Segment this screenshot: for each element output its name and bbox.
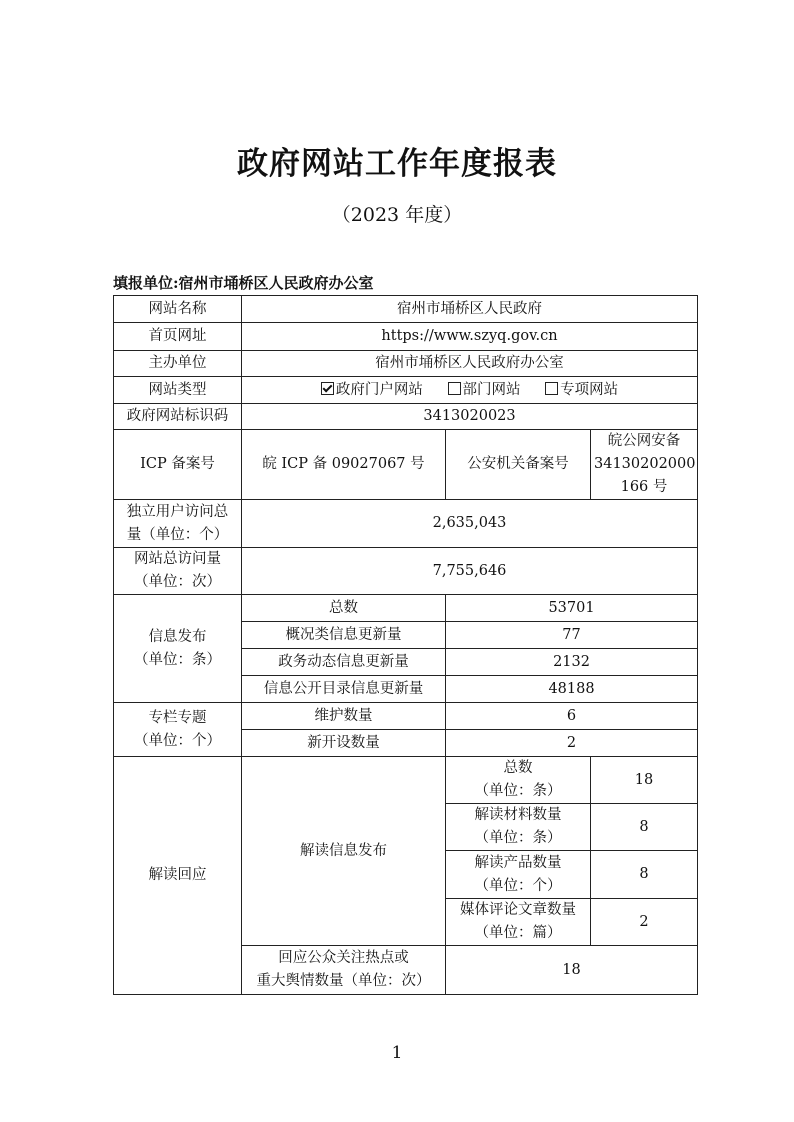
column-label-line: （单位：个） [134,732,221,749]
interp-row-value: 8 [591,851,698,899]
site-type-option-label: 政府门户网站 [335,381,423,398]
site-type-option-portal [321,379,423,402]
filing-unit: 填报单位:宿州市埇桥区人民政府办公室 [113,274,374,292]
site-name-value: 宿州市埇桥区人民政府 [242,296,698,323]
column-row-value: 2 [446,730,698,757]
info-row-value: 48188 [446,676,698,703]
uv-label-line: 量（单位：个） [126,526,229,543]
row-icp [114,430,698,500]
pv-label-line: （单位：次） [134,574,221,590]
info-label-line: 信息发布 [148,628,207,645]
info-row-label: 概况类信息更新量 [242,622,446,649]
site-type-option-special [545,379,618,402]
site-id-value: 3413020023 [242,404,698,430]
host-label: 主办单位 [114,351,242,377]
interp-row-label-line: （单位：个） [474,877,562,894]
interp-row-value: 2 [591,899,698,946]
police-value [591,430,698,500]
interp-row-label-line: 解读产品数量 [474,854,562,871]
response-label-line: 回应公众关注热点或 [278,950,409,966]
column-label-line: 专栏专题 [148,709,207,726]
row-info-total [114,595,698,622]
site-type-options [242,377,698,404]
site-type-label: 网站类型 [114,377,242,404]
row-unique-visitors [114,500,698,548]
interp-row-value: 8 [591,804,698,851]
row-column-maintained [114,703,698,730]
interp-row-label-line: （单位：条） [474,783,562,799]
checkbox-checked-icon [321,382,334,395]
column-topic-label [114,703,242,757]
row-site-name [114,296,698,323]
pv-value: 7,755,646 [242,548,698,595]
row-site-id [114,404,698,430]
interp-row-value: 18 [591,757,698,804]
response-label [242,946,446,995]
pv-label [114,548,242,595]
info-row-value: 77 [446,622,698,649]
checkbox-empty-icon [448,382,461,395]
homepage-label: 首页网址 [114,323,242,351]
icp-label: ICP 备案号 [114,430,242,500]
interp-row-label-line: 解读材料数量 [474,807,562,823]
row-homepage [114,323,698,351]
uv-label-line: 独立用户访问总 [126,503,229,520]
info-row-label: 政务动态信息更新量 [242,649,446,676]
pv-label-line: 网站总访问量 [134,551,221,567]
interp-row-label-line: （单位：条） [474,830,562,846]
info-row-label: 信息公开目录信息更新量 [242,676,446,703]
column-row-label: 新开设数量 [242,730,446,757]
checkbox-empty-icon [545,382,558,395]
host-value: 宿州市埇桥区人民政府办公室 [242,351,698,377]
interp-response-label: 解读回应 [114,757,242,995]
row-host [114,351,698,377]
site-id-label: 政府网站标识码 [114,404,242,430]
site-name-label: 网站名称 [114,296,242,323]
interp-release-label: 解读信息发布 [242,757,446,946]
row-site-type [114,377,698,404]
uv-label [114,500,242,548]
uv-value: 2,635,043 [242,500,698,548]
police-label: 公安机关备案号 [446,430,591,500]
info-label-line: （单位：条） [134,651,221,668]
interp-row-label-line: 媒体评论文章数量 [460,902,576,918]
page-number: 1 [391,1043,403,1063]
report-table [113,295,698,995]
site-type-option-department [448,379,521,402]
info-row-label: 总数 [242,595,446,622]
report-title: 政府网站工作年度报表 [237,146,557,182]
column-row-label: 维护数量 [242,703,446,730]
report-year: （2023 年度） [331,204,463,226]
info-release-label [114,595,242,703]
interp-row-label [446,851,591,899]
homepage-value: https://www.szyq.gov.cn [242,323,698,351]
info-row-value: 53701 [446,595,698,622]
interp-row-label-line: 总数 [503,760,533,776]
interp-row-label-line: （单位：篇） [474,925,562,941]
row-interp-total [114,757,698,804]
response-label-line: 重大舆情数量（单位：次） [256,973,431,989]
site-type-option-label: 专项网站 [560,381,619,398]
interp-row-label [446,757,591,804]
info-row-value: 2132 [446,649,698,676]
row-page-views [114,548,698,595]
police-value-line: 皖公网安备 [607,433,681,449]
police-value-line: 34130202000 [594,456,696,472]
column-row-value: 6 [446,703,698,730]
icp-value: 皖 ICP 备 09027067 号 [242,430,446,500]
police-value-line: 166 号 [620,479,668,495]
site-type-option-label: 部门网站 [462,381,521,398]
response-value: 18 [446,946,698,995]
interp-row-label [446,804,591,851]
interp-row-label [446,899,591,946]
